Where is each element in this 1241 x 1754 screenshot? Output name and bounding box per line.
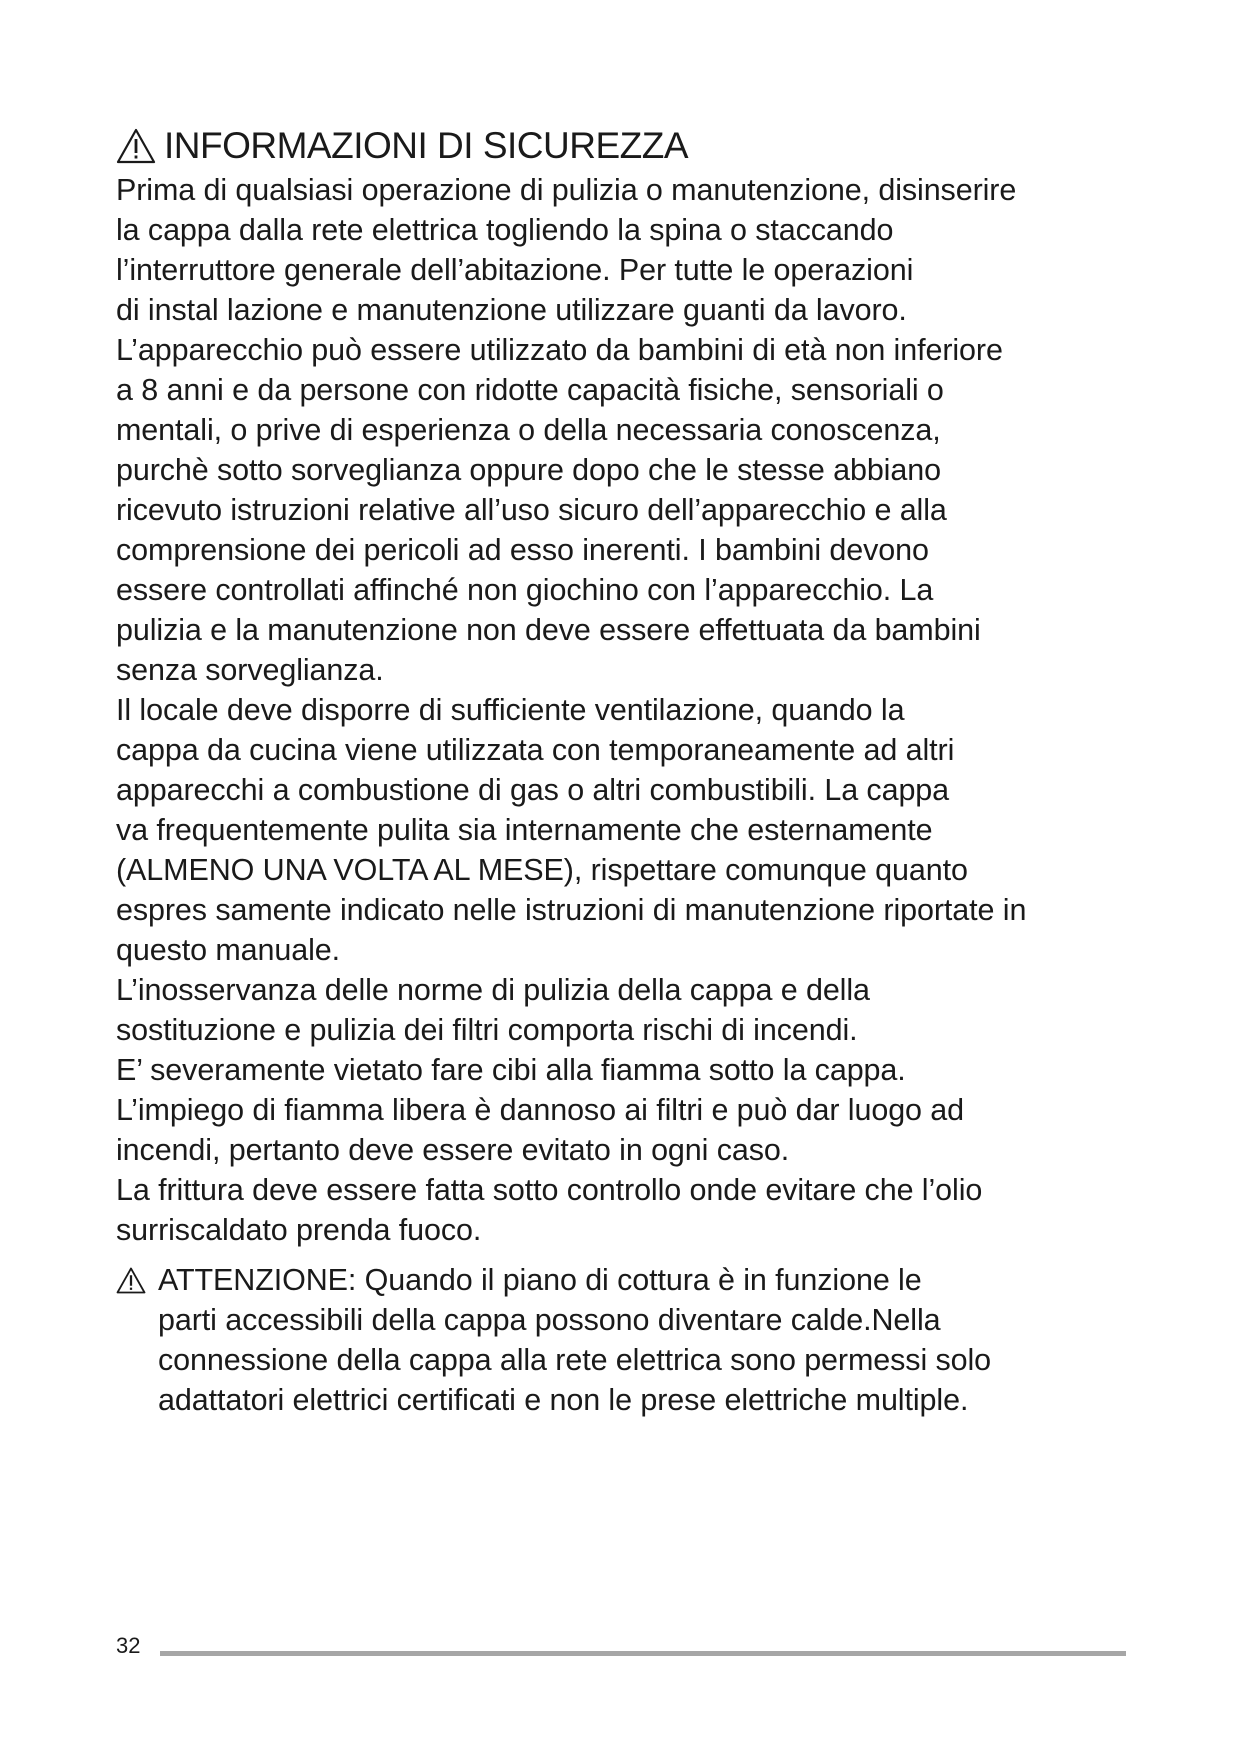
text-line: espres samente indicato nelle istruzioni di manutenzione riportate in bbox=[116, 893, 1027, 927]
text-line: purchè sotto sorveglianza oppure dopo che le stesse abbiano bbox=[116, 453, 941, 487]
attention-note bbox=[116, 1260, 1126, 1420]
text-line: a 8 anni e da persone con ridotte capacità fisiche, sensoriali o bbox=[116, 373, 944, 407]
text-line: sostituzione e pulizia dei filtri comporta rischi di incendi. bbox=[116, 1013, 858, 1047]
attention-text-line: adattatori elettrici certificati e non le prese elettriche multiple. bbox=[158, 1383, 969, 1417]
text-line: cappa da cucina viene utilizzata con temporaneamente ad altri bbox=[116, 733, 955, 767]
text-line: pulizia e la manutenzione non deve essere effettuata da bambini bbox=[116, 613, 981, 647]
text-line: surriscaldato prenda fuoco. bbox=[116, 1213, 482, 1247]
heading-text: INFORMAZIONI DI SICUREZZA bbox=[164, 125, 688, 166]
text-line: Il locale deve disporre di sufficiente ventilazione, quando la bbox=[116, 693, 905, 727]
warning-triangle-icon bbox=[116, 1267, 146, 1294]
text-line: di instal lazione e manutenzione utilizzare guanti da lavoro. bbox=[116, 293, 907, 327]
text-line: L’inosservanza delle norme di pulizia della cappa e della bbox=[116, 973, 870, 1007]
text-line: La frittura deve essere fatta sotto controllo onde evitare che l’olio bbox=[116, 1173, 983, 1207]
attention-first-line bbox=[116, 1260, 1126, 1300]
text-line: comprensione dei pericoli ad esso inerenti. I bambini devono bbox=[116, 533, 929, 567]
text-line: essere controllati affinché non giochino con l’apparecchio. La bbox=[116, 573, 934, 607]
text-line: Prima di qualsiasi operazione di pulizia o manutenzione, disinserire bbox=[116, 173, 1017, 207]
attention-text: ATTENZIONE: Quando il piano di cottura è in funzione le bbox=[158, 1263, 922, 1297]
text-line: l’interruttore generale dell’abitazione. Per tutte le operazioni bbox=[116, 253, 914, 287]
text-line: senza sorveglianza. bbox=[116, 653, 384, 687]
attention-text-line: connessione della cappa alla rete elettrica sono permessi solo bbox=[158, 1343, 992, 1377]
warning-triangle-icon bbox=[116, 128, 156, 164]
text-line: la cappa dalla rete elettrica togliendo la spina o staccando bbox=[116, 213, 894, 247]
text-line: L’apparecchio può essere utilizzato da bambini di età non inferiore bbox=[116, 333, 1003, 367]
text-line: questo manuale. bbox=[116, 933, 341, 967]
text-line: incendi, pertanto deve essere evitato in ogni caso. bbox=[116, 1133, 790, 1167]
footer-rule bbox=[160, 1651, 1126, 1656]
text-line: ricevuto istruzioni relative all’uso sicuro dell’apparecchio e alla bbox=[116, 493, 947, 527]
text-line: L’impiego di fiamma libera è dannoso ai filtri e può dar luogo ad bbox=[116, 1093, 965, 1127]
text-line: mentali, o prive di esperienza o della necessaria conoscenza, bbox=[116, 413, 941, 447]
section-heading bbox=[116, 124, 688, 168]
page-number: 32 bbox=[116, 1633, 141, 1658]
attention-text-line: parti accessibili della cappa possono diventare calde.Nella bbox=[158, 1303, 941, 1337]
text-line: va frequentemente pulita sia internamente che esternamente bbox=[116, 813, 933, 847]
text-line: (ALMENO UNA VOLTA AL MESE), rispettare comunque quanto bbox=[116, 853, 968, 887]
text-line: apparecchi a combustione di gas o altri combustibili. La cappa bbox=[116, 773, 950, 807]
text-line: E’ severamente vietato fare cibi alla fiamma sotto la cappa. bbox=[116, 1053, 906, 1087]
safety-paragraph bbox=[116, 170, 1126, 1250]
